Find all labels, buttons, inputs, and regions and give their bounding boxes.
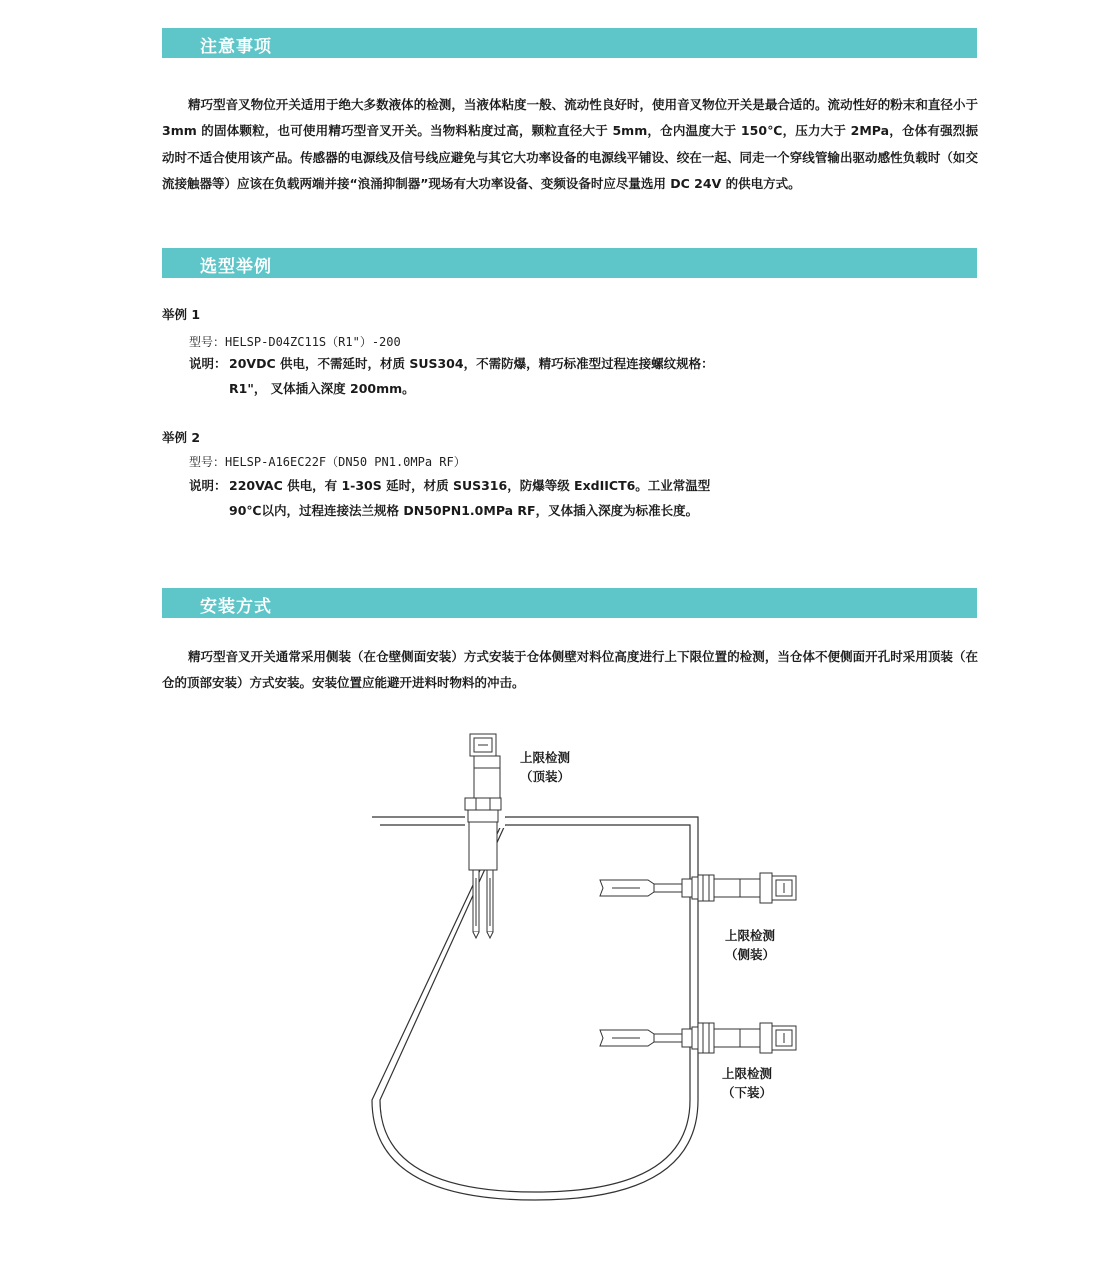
side-mount-label-line1: 上限检测 bbox=[725, 928, 776, 943]
top-mount-label-line2: （顶装） bbox=[520, 769, 571, 784]
section-title-installation: 安装方式 bbox=[200, 597, 272, 617]
side-mounted-sensor-icon bbox=[600, 873, 796, 903]
example-1-model: 型号：HELSP-D04ZC11S（R1"）-200 bbox=[189, 335, 401, 349]
installation-paragraph: 精巧型音叉开关通常采用侧装（在仓壁侧面安装）方式安装于仓体侧壁对料位高度进行上下限位置的检测，当仓体不便侧面开孔时采用顶装（在仓的顶部安装）方式安装。安装位置应能避开进料时物料的冲击。 bbox=[162, 649, 978, 691]
bottom-mounted-sensor-icon bbox=[600, 1023, 796, 1053]
bottom-mount-label bbox=[722, 1064, 772, 1102]
top-mount-label bbox=[520, 748, 570, 786]
example-2-model: 型号：HELSP-A16EC22F（DN50 PN1.0MPa RF） bbox=[189, 455, 466, 469]
top-mounted-sensor-icon bbox=[465, 734, 501, 938]
example-2-desc-line2: 90℃以内，过程连接法兰规格 DN50PN1.0MPa RF，叉体插入深度为标准长度。 bbox=[229, 503, 699, 518]
section-title-selection: 选型举例 bbox=[200, 257, 272, 277]
notes-paragraph: 精巧型音叉物位开关适用于绝大多数液体的检测，当液体粘度一般、流动性良好时，使用音叉物位开关是最合适的。流动性好的粉末和直径小于 3mm 的固体颗粒，也可使用精巧型音叉开关。当物料粘度过高，颗粒直径大于 5mm，仓内温度大于 150℃，压力大于 2MPa，仓体有强烈振动时不适合使用该产品。传感器的电源线及信号线应避免与其它大功率设备的电源线平铺设、绞在一起、同走一个穿线管输出驱动感性负载时（如交流接触器等）应该在负载两端并接“浪涌抑制器”现场有大功率设备、变频设备时应尽量选用 DC 24V 的供电方式。 bbox=[162, 97, 978, 191]
example-2-desc-line1: 220VAC 供电，有 1-30S 延时，材质 SUS316，防爆等级 ExdIICT6。工业常温型 bbox=[229, 478, 711, 493]
tank-outline bbox=[372, 817, 698, 1200]
top-mount-label-line1: 上限检测 bbox=[520, 750, 571, 765]
bottom-mount-label-line2: （下装） bbox=[722, 1085, 773, 1100]
side-mount-label bbox=[725, 926, 775, 964]
side-mount-label-line2: （侧装） bbox=[725, 947, 776, 962]
example-2-desc-label: 说明： bbox=[189, 478, 227, 493]
section-title-notes: 注意事项 bbox=[200, 37, 272, 57]
bottom-mount-label-line1: 上限检测 bbox=[722, 1066, 773, 1081]
example-2-title: 举例 2 bbox=[162, 430, 201, 445]
example-1-title: 举例 1 bbox=[162, 307, 201, 322]
example-1-desc-line1: 20VDC 供电，不需延时，材质 SUS304，不需防爆，精巧标准型过程连接螺纹规格： bbox=[229, 356, 714, 371]
example-1-desc-line2: R1"， 叉体插入深度 200mm。 bbox=[229, 381, 415, 396]
example-1-desc-label: 说明： bbox=[189, 356, 227, 371]
